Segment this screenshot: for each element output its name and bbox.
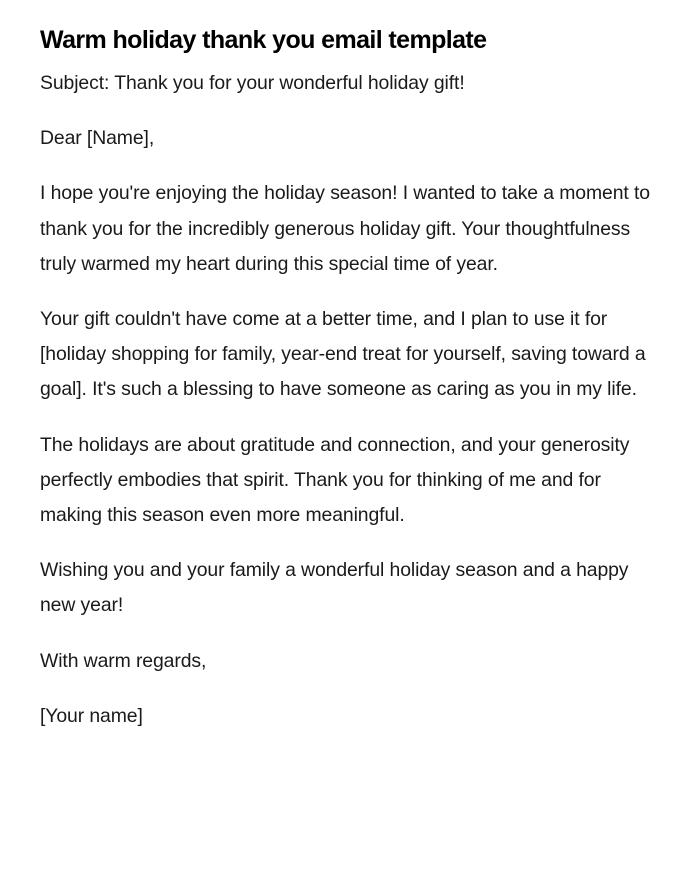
body-paragraph-4: Wishing you and your family a wonderful holiday season and a happy new year!	[40, 559, 629, 617]
body-paragraph-2: Your gift couldn't have come at a better time, and I plan to use it for [holiday shopping for family, year-end treat for yourself, saving toward a goal]. It's such a blessing to have someone as caring as you in my life.	[40, 308, 646, 401]
email-signature: [Your name]	[40, 704, 143, 727]
page-title: Warm holiday thank you email template	[40, 26, 487, 54]
email-greeting: Dear [Name],	[40, 127, 155, 150]
body-paragraph-3: The holidays are about gratitude and connection, and your generosity perfectly embodies that spirit. Thank you for thinking of me and for making this season even more meaningful.	[40, 433, 630, 527]
email-closing: With warm regards,	[40, 649, 207, 672]
body-paragraph-1: I hope you're enjoying the holiday season! I wanted to take a moment to thank you for the incredibly generous holiday gift. Your thoughtfulness truly warmed my heart during this special time of year.	[40, 182, 650, 275]
email-subject: Subject: Thank you for your wonderful holiday gift!	[40, 72, 465, 94]
